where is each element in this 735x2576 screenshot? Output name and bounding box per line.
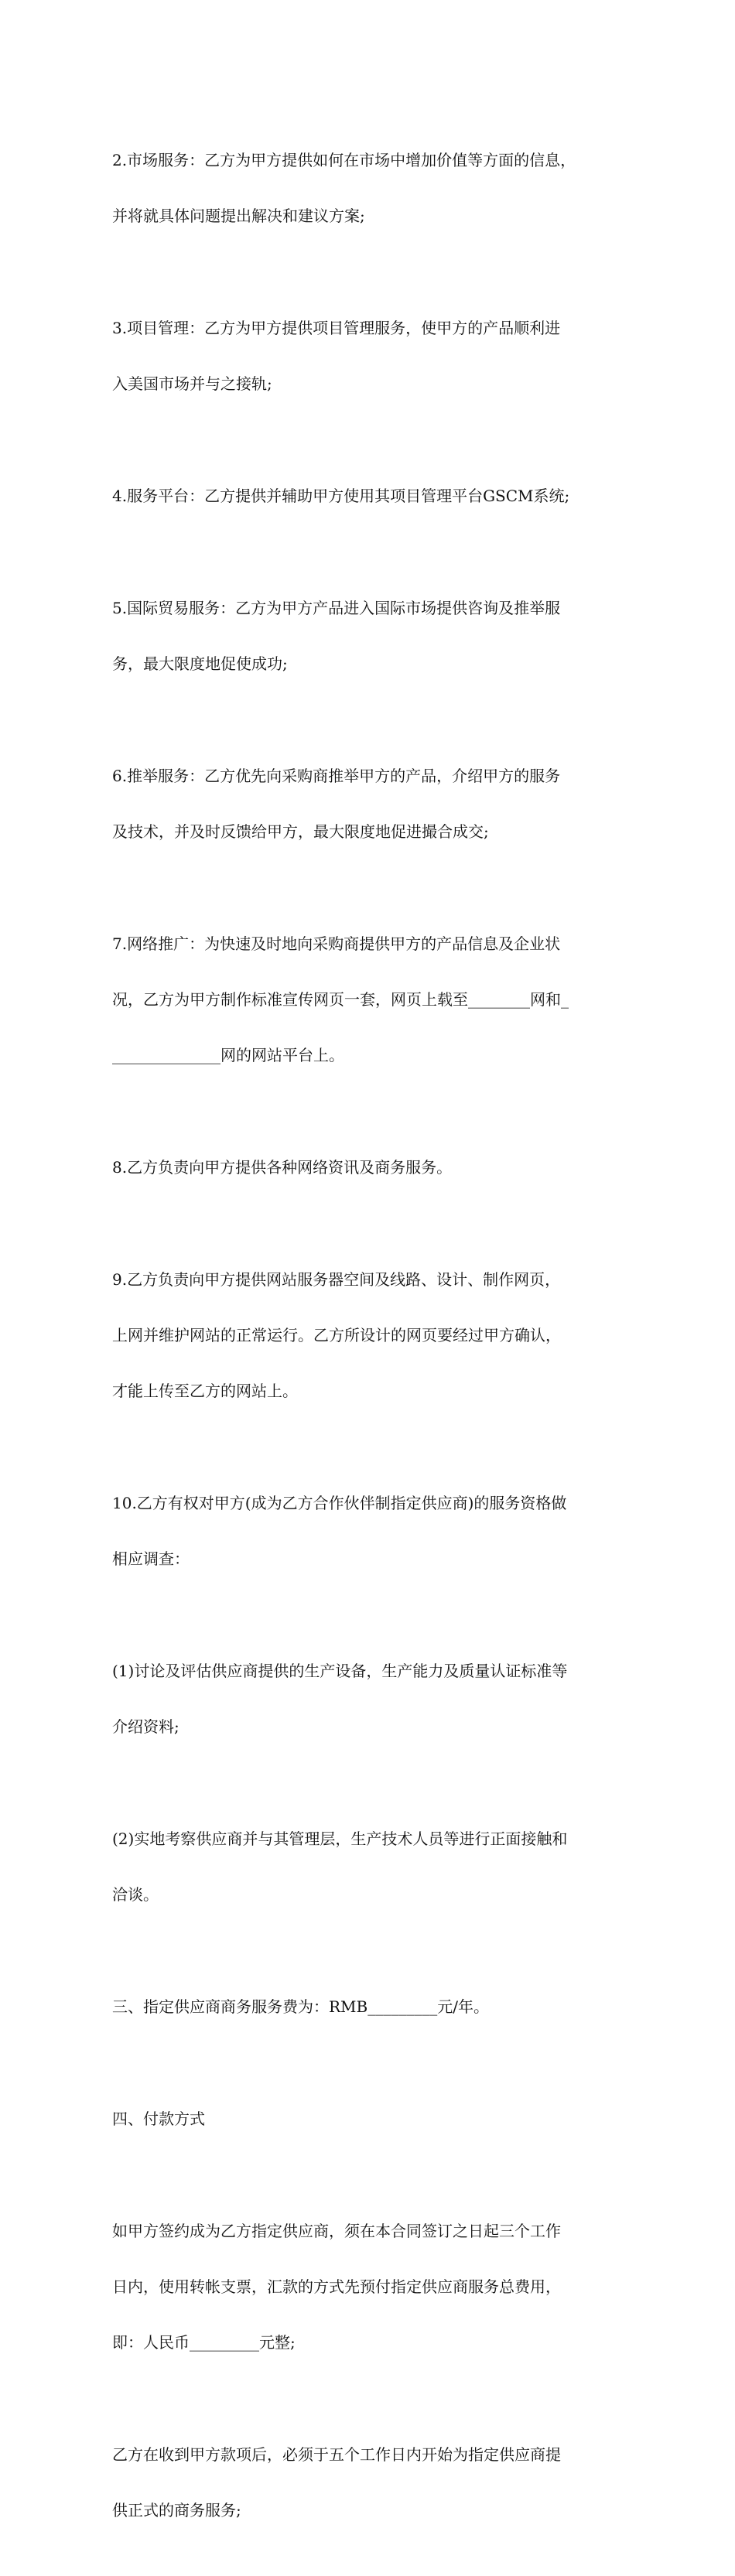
text-line: 上网并维护网站的正常运行。乙方所设计的网页要经过甲方确认，: [112, 1326, 561, 1344]
text-line: ______________网的网站平台上。: [112, 1046, 344, 1064]
document-body: [112, 114, 638, 2576]
text-line: 及技术，并及时反馈给甲方，最大限度地促进撮合成交;: [112, 822, 489, 841]
text-line: 才能上传至乙方的网站上。: [112, 1382, 298, 1400]
paragraph-qualification-survey: [112, 1457, 638, 1605]
paragraph-prepayment: [112, 2185, 638, 2389]
paragraph-project-management: [112, 282, 638, 430]
text-line: 6.推举服务：乙方优先向采购商推举甲方的产品，介绍甲方的服务: [112, 767, 561, 785]
text-line: 即：人民币_________元整;: [112, 2333, 296, 2352]
text-line: 7.网络推广：为快速及时地向采购商提供甲方的产品信息及企业状: [112, 934, 561, 953]
text-line: 5.国际贸易服务：乙方为甲方产品进入国际市场提供咨询及推举服: [112, 599, 561, 617]
text-line: 三、指定供应商商务服务费为：RMB_________元/年。: [112, 1997, 489, 2016]
paragraph-service-platform: [112, 449, 638, 542]
paragraph-service-fee: [112, 1960, 638, 2053]
text-line: 4.服务平台：乙方提供并辅助甲方使用其项目管理平台GSCM系统;: [112, 487, 570, 505]
text-line: 乙方在收到甲方款项后，必须于五个工作日内开始为指定供应商提: [112, 2445, 561, 2464]
text-line: (2)实地考察供应商并与其管理层，生产技术人员等进行正面接触和: [112, 1830, 568, 1848]
text-line: 相应调查：: [112, 1549, 190, 1568]
section-heading-payment: [112, 2072, 638, 2165]
text-line: 介绍资料;: [112, 1717, 179, 1736]
paragraph-market-service: [112, 114, 638, 262]
text-line: 8.乙方负责向甲方提供各种网络资讯及商务服务。: [112, 1158, 453, 1177]
text-line: 10.乙方有权对甲方(成为乙方合作伙伴制指定供应商)的服务资格做: [112, 1494, 567, 1512]
paragraph-evaluate-supplier: [112, 1625, 638, 1773]
text-line: 况，乙方为甲方制作标准宣传网页一套，网页上载至________网和_: [112, 990, 569, 1009]
text-line: 务，最大限度地促使成功;: [112, 654, 288, 673]
paragraph-site-inspection: [112, 1792, 638, 1941]
paragraph-recommendation-service: [112, 729, 638, 878]
text-line: 并将就具体问题提出解决和建议方案;: [112, 207, 365, 225]
text-line: 四、付款方式: [112, 2110, 205, 2128]
paragraph-international-trade: [112, 562, 638, 710]
text-line: 3.项目管理：乙方为甲方提供项目管理服务，使甲方的产品顺利进: [112, 319, 561, 337]
text-line: 如甲方签约成为乙方指定供应商，须在本合同签订之日起三个工作: [112, 2222, 561, 2240]
paragraph-network-promotion: [112, 897, 638, 1102]
paragraph-server-space: [112, 1233, 638, 1437]
text-line: 日内，使用转帐支票，汇款的方式先预付指定供应商服务总费用，: [112, 2277, 561, 2296]
text-line: 入美国市场并与之接轨;: [112, 374, 272, 393]
text-line: 2.市场服务：乙方为甲方提供如何在市场中增加价值等方面的信息，: [112, 151, 576, 169]
paragraph-service-start: [112, 2408, 638, 2557]
text-line: 洽谈。: [112, 1885, 159, 1904]
text-line: 9.乙方负责向甲方提供网站服务器空间及线路、设计、制作网页，: [112, 1270, 561, 1289]
text-line: 供正式的商务服务;: [112, 2501, 241, 2520]
text-line: (1)讨论及评估供应商提供的生产设备，生产能力及质量认证标准等: [112, 1662, 568, 1680]
paragraph-network-info-service: [112, 1121, 638, 1214]
